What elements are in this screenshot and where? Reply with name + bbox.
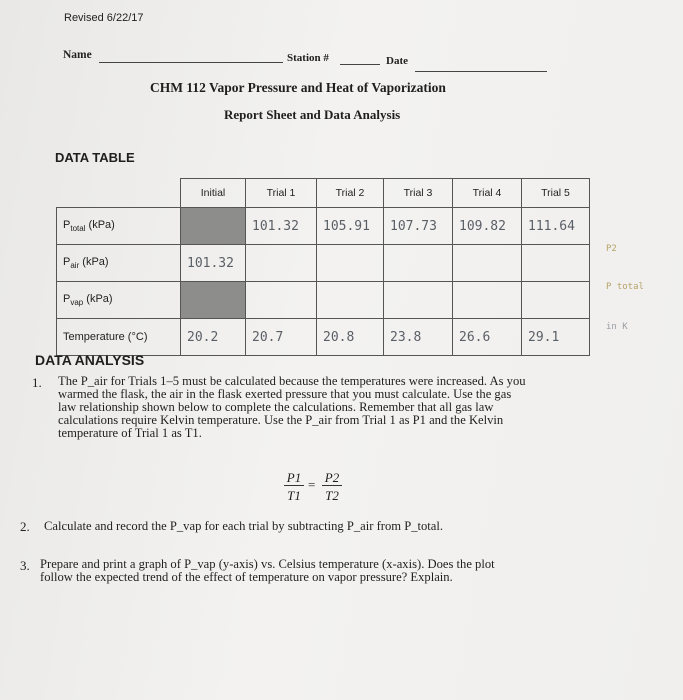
instruction-line: follow the expected trend of the effect of temperature on vapor pressure? Explain. <box>40 570 453 584</box>
table-cell[interactable]: 23.8 <box>384 319 453 356</box>
table-cell[interactable] <box>453 282 522 319</box>
formula-t2: T2 <box>325 488 339 503</box>
table-cell[interactable] <box>453 245 522 282</box>
instruction-line: The P_air for Trials 1–5 must be calculated because the temperatures were increased. As you <box>58 374 526 388</box>
table-cell[interactable]: 20.8 <box>317 319 384 356</box>
table-cell[interactable]: 107.73 <box>384 208 453 245</box>
table-cell[interactable] <box>384 245 453 282</box>
instruction-3 <box>40 558 620 584</box>
table-cell[interactable]: 29.1 <box>522 319 590 356</box>
column-header: Initial <box>181 179 246 208</box>
name-field[interactable] <box>99 62 283 63</box>
table-row-p-air <box>57 245 590 282</box>
date-label: Date <box>386 55 408 67</box>
table-row-temperature <box>57 319 590 356</box>
row-label: Temperature (°C) <box>57 319 181 356</box>
formula-p1: P1 <box>286 470 302 485</box>
table-cell[interactable] <box>246 245 317 282</box>
instruction-line: law relationship shown below to complete the calculations. Remember that all gas law <box>58 400 494 414</box>
table-cell[interactable]: 20.7 <box>246 319 317 356</box>
column-header: Trial 3 <box>384 179 453 208</box>
table-cell[interactable] <box>522 245 590 282</box>
instruction-line: warmed the flask, the air in the flask exerted pressure that you must calculate. Use the gas <box>58 387 512 401</box>
instruction-line: calculations require Kelvin temperature. Use the P_air from Trial 1 as P1 and the Kelvin <box>58 413 504 427</box>
table-row-p-total <box>57 208 590 245</box>
page-subtitle: Report Sheet and Data Analysis <box>224 107 401 122</box>
station-field[interactable] <box>340 64 380 65</box>
formula-p2: P2 <box>324 470 340 485</box>
page-title: CHM 112 Vapor Pressure and Heat of Vaporization <box>150 80 446 95</box>
fraction-bar <box>322 485 342 486</box>
instruction-2: Calculate and record the P_vap for each trial by subtracting P_air from P_total. <box>44 519 444 533</box>
name-label: Name <box>63 49 92 61</box>
table-cell[interactable] <box>384 282 453 319</box>
row-label: $P_{total}$ (kPa) <box>57 208 181 245</box>
table-cell[interactable]: 111.64 <box>522 208 590 245</box>
table-header-row <box>57 179 590 208</box>
item-number: 1. <box>32 375 42 390</box>
table-row-p-vap <box>57 282 590 319</box>
table-cell[interactable]: 26.6 <box>453 319 522 356</box>
table-cell[interactable] <box>317 282 384 319</box>
row-label: $P_{air}$ (kPa) <box>57 245 181 282</box>
item-number: 2. <box>20 519 30 534</box>
revision-date: Revised 6/22/17 <box>64 12 144 24</box>
margin-note: in K <box>606 322 628 332</box>
instruction-1 <box>58 375 618 440</box>
table-cell[interactable] <box>522 282 590 319</box>
instruction-line: Prepare and print a graph of P_vap (y-axis) vs. Celsius temperature (x-axis). Does the plot <box>40 557 495 571</box>
shaded-cell <box>181 282 246 319</box>
table-cell[interactable]: 101.32 <box>246 208 317 245</box>
data-analysis-heading: DATA ANALYSIS <box>35 352 145 368</box>
table-cell[interactable] <box>317 245 384 282</box>
table-cell[interactable]: 101.32 <box>181 245 246 282</box>
margin-note: P total <box>606 282 644 292</box>
column-header: Trial 1 <box>246 179 317 208</box>
date-field[interactable] <box>415 71 547 72</box>
header-corner <box>57 179 181 208</box>
table-cell[interactable]: 20.2 <box>181 319 246 356</box>
column-header: Trial 5 <box>522 179 590 208</box>
shaded-cell <box>181 208 246 245</box>
table-cell[interactable]: 109.82 <box>453 208 522 245</box>
station-label: Station # <box>287 52 329 64</box>
formula-equals: = <box>308 477 316 492</box>
formula-t1: T1 <box>287 488 301 503</box>
column-header: Trial 2 <box>317 179 384 208</box>
item-number: 3. <box>20 558 30 573</box>
column-header: Trial 4 <box>453 179 522 208</box>
fraction-bar <box>284 485 304 486</box>
table-cell[interactable] <box>246 282 317 319</box>
data-table-heading: DATA TABLE <box>55 150 135 165</box>
data-table <box>56 178 590 356</box>
table-cell[interactable]: 105.91 <box>317 208 384 245</box>
instruction-line: temperature of Trial 1 as T1. <box>58 426 202 440</box>
row-label: $P_{vap}$ (kPa) <box>57 282 181 319</box>
margin-note: P2 <box>606 244 617 254</box>
